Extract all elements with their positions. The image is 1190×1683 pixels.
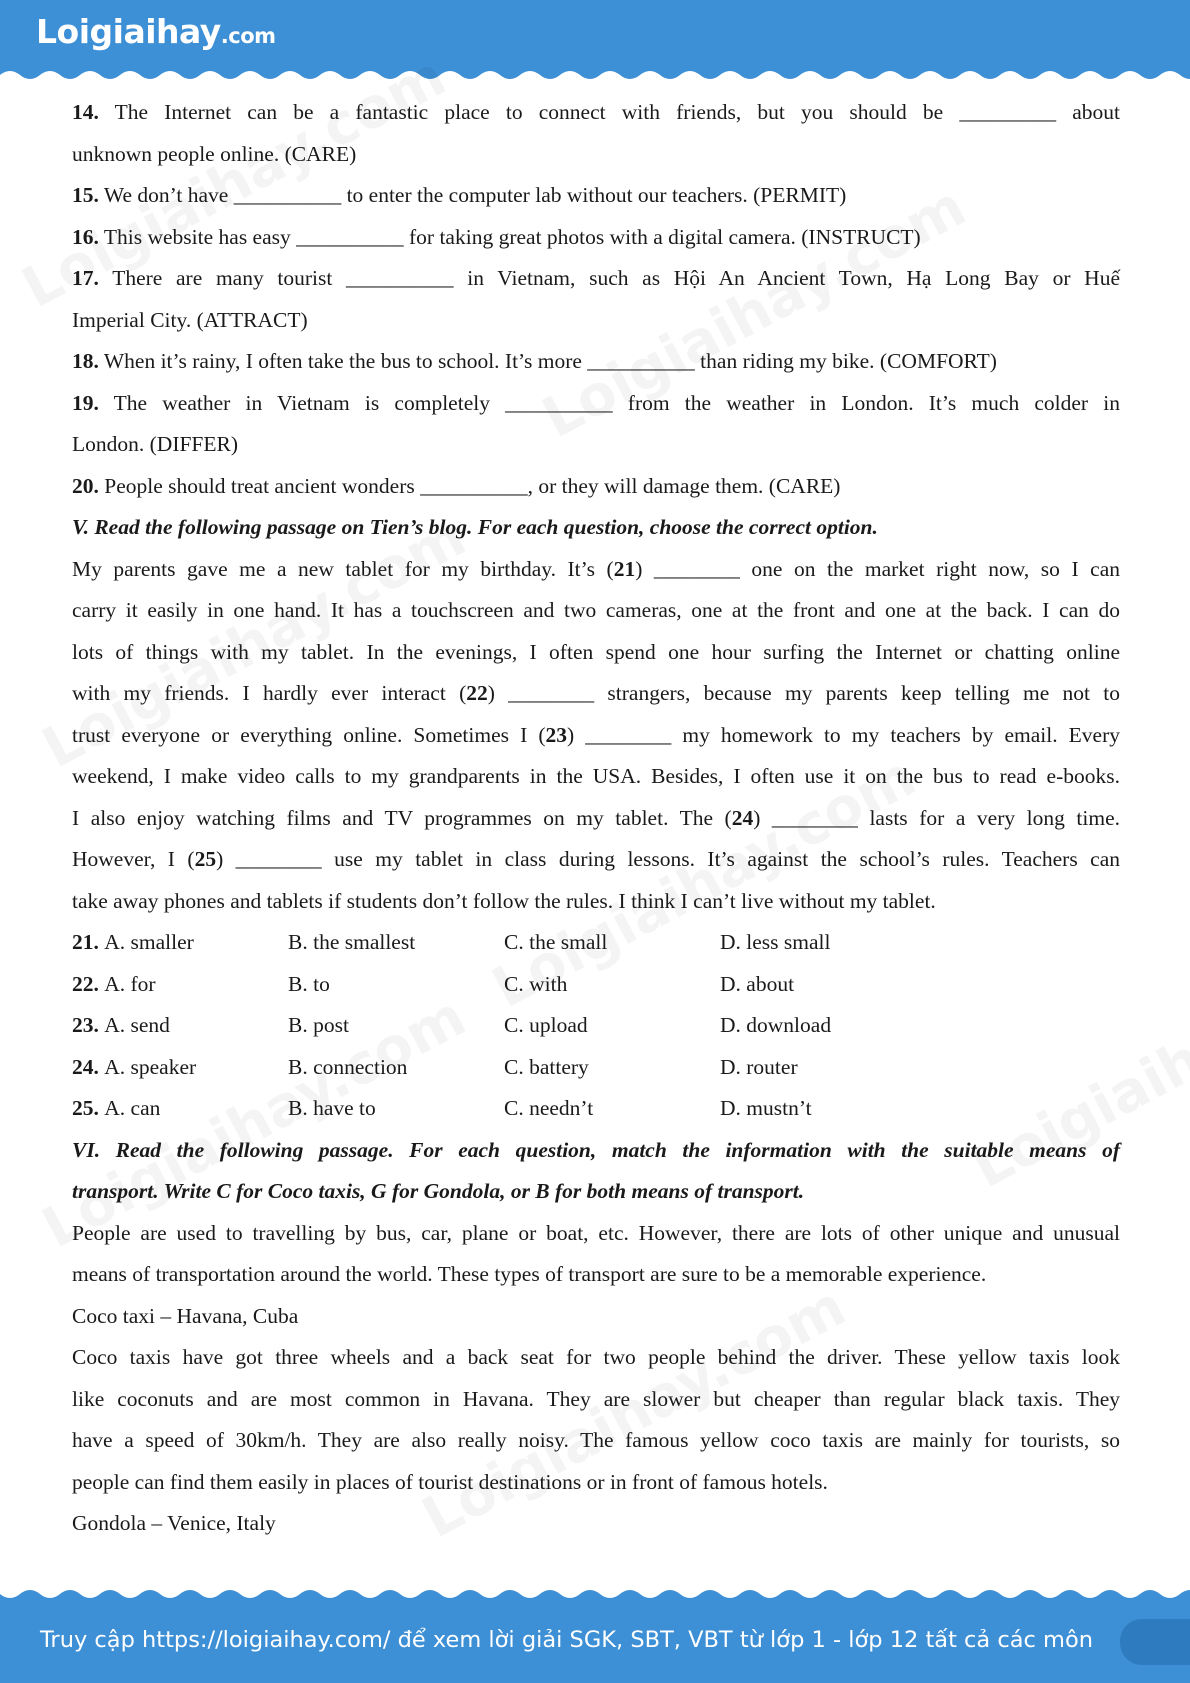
question-20: 20. People should treat ancient wonders __________, or they will damage them. (CARE) — [72, 473, 841, 498]
header-wave-divider — [0, 67, 1190, 80]
coco-line: like coconuts and are most common in Havana. They are slower but cheaper than regular black taxis. They — [72, 1386, 1120, 1411]
question-19: 19. The weather in Vietnam is completely __________ from the weather in London. It’s much colder in — [72, 390, 1120, 415]
passage-line: with my friends. I hardly ever interact (22) ________ strangers, because my parents keep telling me not to — [72, 681, 1120, 705]
passage-line: take away phones and tablets if students don’t follow the rules. I think I can’t live without my tablet. — [72, 888, 936, 913]
section-vi-title: VI. Read the following passage. For each question, match the information with the suitable means of — [72, 1137, 1120, 1162]
footer-wave-divider — [0, 1589, 1190, 1602]
coco-line: people can find them easily in places of tourist destinations or in front of famous hotels. — [72, 1469, 828, 1494]
passage-line: carry it easily in one hand. It has a touchscreen and two cameras, one at the front and one at the back. I can do — [72, 598, 1120, 622]
site-logo[interactable]: Loigiaihay.com — [36, 12, 276, 51]
question-17: 17. There are many tourist __________ in Vietnam, such as Hội An Ancient Town, Hạ Long Bay or Huế — [72, 266, 1120, 290]
options-row-24: 24. A. speaker B. connection C. battery D. router — [72, 1054, 798, 1079]
passage-line: However, I (25) ________ use my tablet in class during lessons. It’s against the school’s rules. Teachers can — [72, 847, 1120, 871]
options-row-21: 21. A. smaller B. the smallest C. the small D. less small — [72, 930, 831, 954]
question-14-cont: unknown people online. (CARE) — [72, 141, 357, 166]
question-15: 15. We don’t have __________ to enter the computer lab without our teachers. (PERMIT) — [72, 183, 847, 207]
passage-line: lots of things with my tablet. In the evenings, I often spend one hour surfing the Internet or chatting online — [72, 639, 1120, 664]
intro-line: People are used to travelling by bus, car, plane or boat, etc. However, there are lots of other unique and unusual — [72, 1220, 1120, 1245]
passage-line: weekend, I make video calls to my grandparents in the USA. Besides, I often use it on the bus to read e-books. — [72, 764, 1120, 788]
section-vi-title-cont: transport. Write C for Coco taxis, G for Gondola, or B for both means of transport. — [72, 1179, 805, 1203]
gondola-heading: Gondola – Venice, Italy — [72, 1511, 276, 1535]
footer-tab-decoration — [1120, 1619, 1190, 1665]
section-v-title: V. Read the following passage on Tien’s blog. For each question, choose the correct option. — [72, 515, 878, 539]
question-16: 16. This website has easy __________ for taking great photos with a digital camera. (INSTRUCT) — [72, 224, 921, 249]
coco-line: Coco taxis have got three wheels and a back seat for two people behind the driver. These yellow taxis look — [72, 1345, 1120, 1369]
passage-line: trust everyone or everything online. Sometimes I (23) ________ my homework to my teachers by email. Every — [72, 722, 1120, 747]
question-18: 18. When it’s rainy, I often take the bus to school. It’s more __________ than riding my bike. (COMFORT) — [72, 349, 997, 373]
intro-line: means of transportation around the world. These types of transport are sure to be a memorable experience. — [72, 1262, 987, 1286]
page-header — [0, 0, 1190, 80]
options-row-25: 25. A. can B. have to C. needn’t D. mustn’t — [72, 1096, 812, 1120]
footer-link-text[interactable]: Truy cập https://loigiaihay.com/ để xem lời giải SGK, SBT, VBT từ lớp 1 - lớp 12 tất cả các môn — [40, 1627, 1093, 1653]
document-body — [72, 92, 1120, 1545]
passage-line: I also enjoy watching films and TV programmes on my tablet. The (24) ________ lasts for a very long time. — [72, 805, 1120, 830]
coco-heading: Coco taxi – Havana, Cuba — [72, 1303, 299, 1328]
question-19-cont: London. (DIFFER) — [72, 432, 239, 456]
options-row-23: 23. A. send B. post C. upload D. download — [72, 1013, 832, 1037]
question-17-cont: Imperial City. (ATTRACT) — [72, 307, 308, 332]
page-footer — [0, 1589, 1190, 1683]
coco-line: have a speed of 30km/h. They are also really noisy. The famous yellow coco taxis are mainly for tourists, so — [72, 1428, 1120, 1452]
options-row-22: 22. A. for B. to C. with D. about — [72, 971, 795, 996]
passage-line: My parents gave me a new tablet for my birthday. It’s (21) ________ one on the market right now, so I can — [72, 556, 1120, 581]
question-14: 14. The Internet can be a fantastic place to connect with friends, but you should be _________ about — [72, 100, 1120, 124]
